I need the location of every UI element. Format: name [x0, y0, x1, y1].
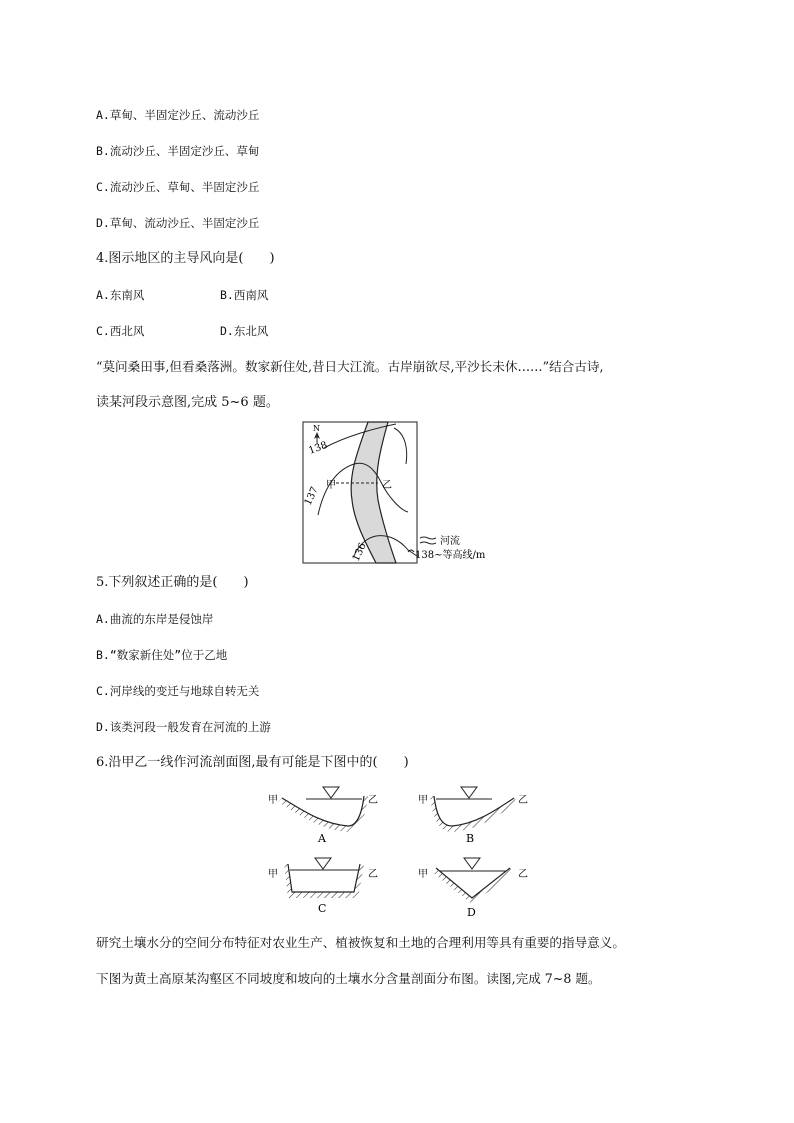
profile-b-right: 乙	[518, 795, 528, 806]
contour-138-label: 138	[307, 439, 329, 457]
profile-a-left: 甲	[268, 795, 278, 806]
q3-option-a: A.草甸、半固定沙丘、流动沙丘	[96, 108, 260, 122]
poem-intro-line2: 读某河段示意图,完成 5~6 题。	[96, 395, 279, 410]
soil-intro-line2: 下图为黄土高原某沟壑区不同坡度和坡向的土壤水分含量剖面分布图。读图,完成 7~8 题。	[96, 971, 601, 986]
q5-option-d: D.该类河段一般发育在河流的上游	[96, 720, 271, 734]
q5-option-b: B.“数家新住处”位于乙地	[96, 648, 228, 662]
water-level-icon	[323, 787, 339, 798]
contour-136-label: 136	[350, 541, 369, 564]
q4-option-a: A.东南风	[96, 288, 145, 302]
point-yi-label: 乙	[382, 480, 392, 491]
legend-contour-label: 138~等高线/m	[415, 550, 486, 561]
profile-c	[268, 858, 378, 915]
profile-a-label: A	[318, 832, 326, 845]
contour-138-right	[394, 428, 407, 464]
poem-intro-line1: “莫问桑田事,但看桑落洲。数家新住处,昔日大江流。古岸崩欲尽,平沙长未休……”结合古诗,	[96, 359, 604, 374]
profile-c-label: C	[318, 902, 327, 915]
q6-stem: 6.沿甲乙一线作河流剖面图,最有可能是下图中的( )	[96, 755, 409, 770]
profile-figure	[262, 782, 542, 920]
q5-option-c: C.河岸线的变迁与地球自转无关	[96, 684, 260, 698]
profile-b-label: B	[466, 832, 475, 845]
q5-stem: 5.下列叙述正确的是( )	[96, 575, 249, 590]
water-level-icon	[464, 858, 480, 869]
point-jia-label: 甲	[326, 480, 336, 491]
profile-d-label: D	[467, 906, 476, 919]
river-map	[296, 420, 506, 566]
profile-b-left: 甲	[418, 795, 428, 806]
profile-c-right: 乙	[368, 869, 378, 880]
q3-option-d: D.草甸、流动沙丘、半固定沙丘	[96, 216, 260, 230]
profile-a-right: 乙	[368, 795, 378, 806]
legend-river-label: 河流	[440, 536, 460, 547]
north-label: N	[313, 424, 320, 433]
q3-option-c: C.流动沙丘、草甸、半固定沙丘	[96, 180, 260, 194]
profile-b	[418, 787, 528, 845]
q5-option-a: A.曲流的东岸是侵蚀岸	[96, 612, 214, 626]
water-level-icon	[461, 787, 477, 798]
profile-d	[418, 858, 528, 919]
legend-river-icon	[420, 537, 436, 544]
contour-137-label: 137	[302, 485, 321, 508]
water-level-icon	[315, 858, 331, 869]
q4-option-c: C.西北风	[96, 324, 145, 338]
soil-intro-line1: 研究土壤水分的空间分布特征对农业生产、植被恢复和土地的合理利用等具有重要的指导意义。	[96, 935, 625, 950]
q4-option-b: B.西南风	[220, 288, 269, 302]
q3-option-b: B.流动沙丘、半固定沙丘、草甸	[96, 144, 260, 158]
profile-d-left: 甲	[418, 869, 428, 880]
q4-option-d: D.东北风	[220, 324, 269, 338]
profile-a	[268, 787, 378, 845]
profile-d-right: 乙	[518, 869, 528, 880]
profile-c-left: 甲	[268, 869, 278, 880]
q4-stem: 4.图示地区的主导风向是( )	[96, 251, 275, 266]
